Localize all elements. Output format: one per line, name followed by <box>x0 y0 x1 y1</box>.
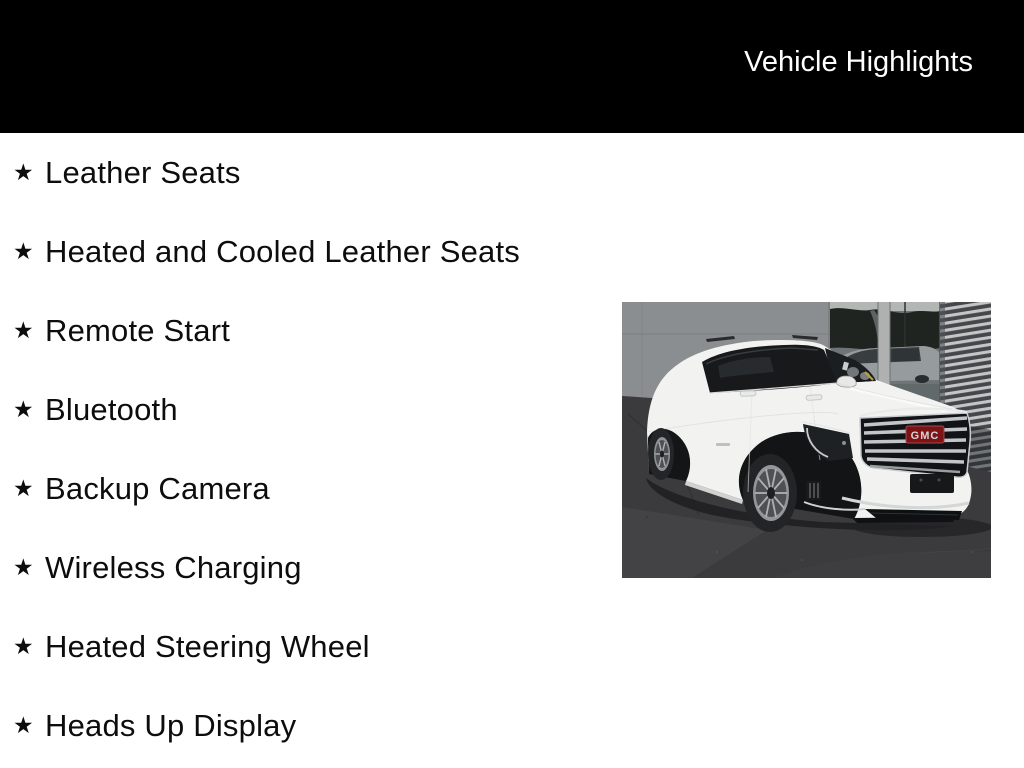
star-bullet-icon: ★ <box>13 712 34 738</box>
gmc-badge <box>906 426 944 443</box>
list-item <box>13 607 520 686</box>
list-item <box>13 212 520 291</box>
star-bullet-icon: ★ <box>13 554 34 580</box>
grille <box>860 409 970 478</box>
page-title: Vehicle Highlights <box>744 46 973 78</box>
highlights-list <box>13 133 520 765</box>
header-bar <box>0 0 1024 133</box>
list-item <box>13 686 520 765</box>
list-item <box>13 133 520 212</box>
list-item <box>13 291 520 370</box>
highlight-label: Heated Steering Wheel <box>45 629 370 664</box>
vehicle-photo <box>622 302 991 578</box>
highlight-label: Heated and Cooled Leather Seats <box>45 234 520 269</box>
star-bullet-icon: ★ <box>13 159 34 185</box>
highlight-label: Bluetooth <box>45 392 178 427</box>
highlight-label: Remote Start <box>45 313 231 348</box>
list-item <box>13 449 520 528</box>
star-bullet-icon: ★ <box>13 475 34 501</box>
svg-text:GMC: GMC <box>910 430 940 442</box>
list-item <box>13 370 520 449</box>
list-item <box>13 528 520 607</box>
highlight-label: Wireless Charging <box>45 550 302 585</box>
highlight-label: Heads Up Display <box>45 708 297 743</box>
rear-wheel <box>648 428 674 480</box>
highlight-label: Leather Seats <box>45 155 241 190</box>
front-wheel <box>743 454 797 532</box>
highlight-label: Backup Camera <box>45 471 270 506</box>
star-bullet-icon: ★ <box>13 633 34 659</box>
star-bullet-icon: ★ <box>13 396 34 422</box>
star-bullet-icon: ★ <box>13 317 34 343</box>
star-bullet-icon: ★ <box>13 238 34 264</box>
